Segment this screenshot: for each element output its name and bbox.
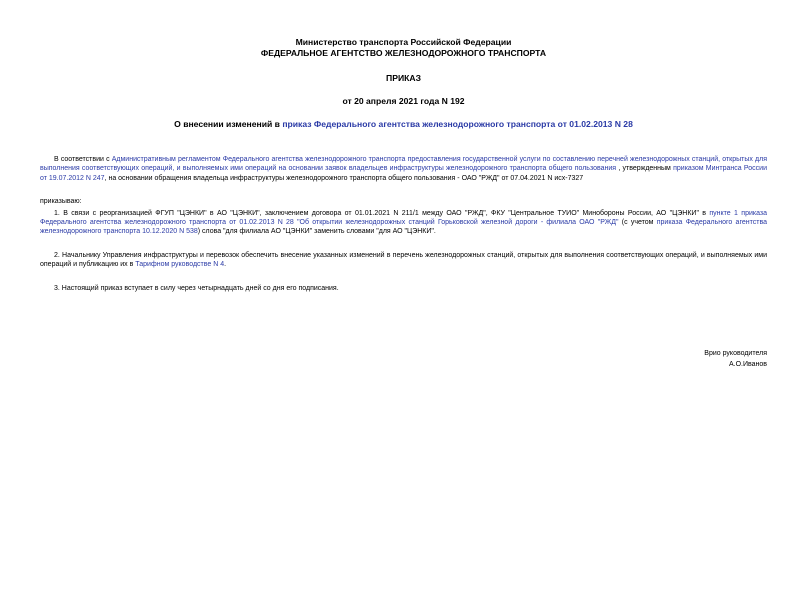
- tariff-guide-link[interactable]: Тарифном руководстве N 4: [135, 261, 225, 269]
- ministry-name: Министерство транспорта Российской Федерации: [295, 37, 512, 47]
- item-1-text-1: 1. В связи с реорганизацией ФГУП "ЦЭНКИ" в АО "ЦЭНКИ", заключением договора от 01.01.2021 N 211/1 между ОАО "РЖД", ФКУ "Центральное ТУИО" Минобороны России, АО "ЦЭНКИ" в: [54, 209, 710, 217]
- document-type: ПРИКАЗ: [386, 73, 421, 83]
- document-title: [40, 119, 767, 130]
- document-page: [0, 37, 807, 608]
- agency-name: ФЕДЕРАЛЬНОЕ АГЕНТСТВО ЖЕЛЕЗНОДОРОЖНОГО ТРАНСПОРТА: [260, 48, 547, 58]
- title-prefix: О внесении изменений в: [174, 119, 283, 129]
- intro-text-2: , утвержденным: [616, 165, 674, 173]
- item-2-text-2: .: [224, 261, 227, 269]
- decree-word: приказываю:: [40, 198, 82, 206]
- signer-name: А.О.Иванов: [728, 360, 767, 368]
- item-2-paragraph: [40, 251, 767, 270]
- intro-text-3: , на основании обращения владельца инфраструктуры железнодорожного транспорта общего пользования - ОАО "РЖД" от 07.04.2021 N исх-7327: [104, 174, 584, 182]
- signature-block: [704, 349, 767, 370]
- document-date-number: от 20 апреля 2021 года N 192: [342, 96, 465, 106]
- order-28-point-link[interactable]: пункте 1 приказа Федерального агентства железнодорожного транспорта от 01.02.2013 N 28 "Об открытии железнодорожных станций Горьковской железной дороги - филиала ОАО "РЖД": [40, 209, 767, 227]
- mintrans-order-link[interactable]: приказом Минтранса России от 19.07.2012 N 247: [40, 165, 767, 182]
- intro-paragraph: [40, 155, 767, 183]
- intro-text-1: В соответствии с: [54, 156, 112, 163]
- item-1-text-2: (с учетом: [618, 219, 657, 227]
- item-1-text-3: ) слова "для филиала АО "ЦЭНКИ" заменить словами "для АО "ЦЭНКИ".: [197, 228, 436, 236]
- order-538-link[interactable]: приказа Федерального агентства железнодорожного транспорта 10.12.2020 N 538: [40, 219, 767, 236]
- signer-position: Врио руководителя: [704, 350, 767, 357]
- title-order-link[interactable]: приказ Федерального агентства железнодорожного транспорта от 01.02.2013 N 28: [282, 119, 633, 129]
- admin-regulation-link[interactable]: Административным регламентом Федерального агентства железнодорожного транспорта предоставления государственной услуги по составлению перечней железнодорожных станций, открытых для выполнения соответствующих операций, и выполняемых ими операций на основании заявок владельцев инфраструктуры железнодорожного транспорта общего пользования: [40, 156, 768, 173]
- item-3-paragraph: 3. Настоящий приказ вступает в силу через четырнадцать дней со дня его подписания.: [54, 284, 339, 292]
- item-2-text-1: 2. Начальнику Управления инфраструктуры и перевозок обеспечить внесение указанных изменений в перечень железнодорожных станций, открытых для выполнения соответствующих операций, и выполняемых ими операций и публикацию их в: [40, 251, 767, 269]
- item-1-paragraph: [40, 209, 767, 237]
